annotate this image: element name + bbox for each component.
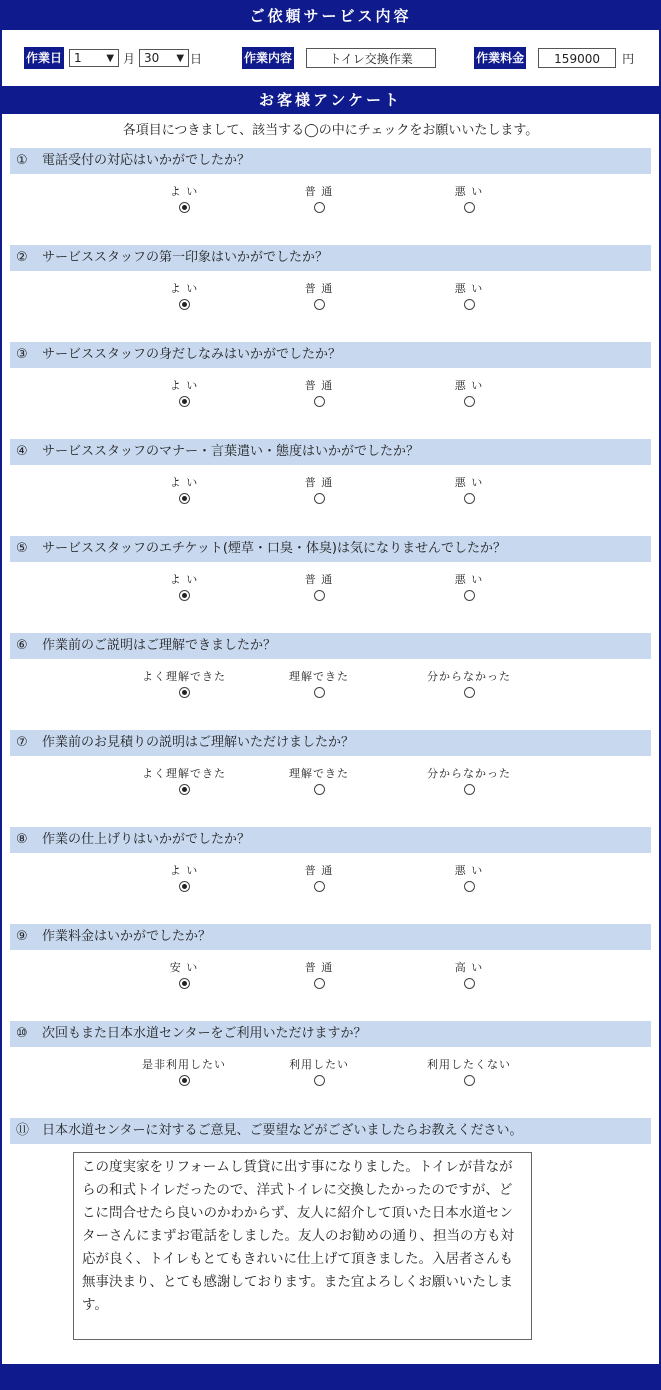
answer-option[interactable] (129, 572, 239, 601)
day-unit: 日 (190, 51, 203, 66)
radio-checked-icon[interactable] (179, 1075, 190, 1086)
answer-option[interactable] (129, 863, 239, 892)
work-fee-label: 作業料金 (474, 47, 526, 69)
option-label: 悪 い (454, 476, 484, 489)
question-text: 電話受付の対応はいかがでしたか？ (42, 153, 251, 168)
option-label: 普 通 (304, 282, 334, 295)
answer-option[interactable] (129, 475, 239, 504)
radio-unchecked-icon[interactable] (314, 978, 325, 989)
option-label: 普 通 (304, 573, 334, 586)
radio-checked-icon[interactable] (179, 784, 190, 795)
question-text: サービススタッフのエチケット(煙草・口臭・体臭)は気になりませんでしたか？ (42, 541, 506, 556)
radio-unchecked-icon[interactable] (464, 881, 475, 892)
question-number: ⑪ (16, 1123, 30, 1138)
option-label: 理解できた (289, 670, 349, 683)
option-label: 普 通 (304, 185, 334, 198)
radio-unchecked-icon[interactable] (464, 978, 475, 989)
option-label: 普 通 (304, 476, 334, 489)
option-label: 悪 い (454, 379, 484, 392)
answer-options (2, 659, 659, 730)
option-label: 是非利用したい (142, 1058, 226, 1071)
option-label: よ い (169, 476, 199, 489)
question-header (10, 148, 651, 174)
question-header (10, 827, 651, 853)
question-text: 作業前のご説明はご理解できましたか？ (42, 638, 277, 653)
radio-unchecked-icon[interactable] (464, 493, 475, 504)
work-date-label: 作業日 (24, 47, 64, 69)
answer-options (2, 1047, 659, 1118)
radio-unchecked-icon[interactable] (314, 1075, 325, 1086)
radio-checked-icon[interactable] (179, 396, 190, 407)
question-number: ⑨ (16, 929, 28, 944)
service-header: ご依頼サービス内容 (2, 2, 659, 30)
radio-unchecked-icon[interactable] (464, 396, 475, 407)
answer-option[interactable] (264, 572, 374, 601)
month-value: 1 (74, 51, 82, 65)
radio-unchecked-icon[interactable] (464, 1075, 475, 1086)
answer-options (2, 853, 659, 924)
option-label: よ い (169, 379, 199, 392)
answer-option[interactable] (264, 960, 374, 989)
question-text: サービススタッフの第一印象はいかがでしたか？ (42, 250, 329, 265)
dropdown-arrow-icon: ▼ (106, 52, 115, 64)
answer-option[interactable] (414, 1057, 524, 1086)
answer-option[interactable] (129, 378, 239, 407)
work-content-field[interactable]: トイレ交換作業 (306, 48, 436, 68)
question-number: ③ (16, 347, 28, 362)
answer-option[interactable] (264, 184, 374, 213)
option-label: 悪 い (454, 185, 484, 198)
question-text: 作業の仕上げりはいかがでしたか？ (42, 832, 251, 847)
answer-option[interactable] (264, 475, 374, 504)
option-label: よ い (169, 185, 199, 198)
footer-bar (2, 1364, 659, 1388)
radio-unchecked-icon[interactable] (464, 202, 475, 213)
answer-option[interactable] (129, 766, 239, 795)
question-header (10, 730, 651, 756)
answer-option[interactable] (414, 669, 524, 698)
radio-unchecked-icon[interactable] (314, 396, 325, 407)
question-text: サービススタッフの身だしなみはいかがでしたか？ (42, 347, 342, 362)
answer-option[interactable] (129, 960, 239, 989)
radio-unchecked-icon[interactable] (314, 590, 325, 601)
answer-option[interactable] (414, 572, 524, 601)
option-label: よ い (169, 282, 199, 295)
question-header (10, 439, 651, 465)
answer-options (2, 271, 659, 342)
answer-option[interactable] (414, 378, 524, 407)
question-number: ⑦ (16, 735, 28, 750)
answer-option[interactable] (414, 281, 524, 310)
radio-unchecked-icon[interactable] (464, 299, 475, 310)
option-label: よ い (169, 864, 199, 877)
answer-option[interactable] (129, 1057, 239, 1086)
radio-unchecked-icon[interactable] (464, 590, 475, 601)
dropdown-arrow-icon: ▼ (176, 52, 185, 64)
answer-option[interactable] (264, 281, 374, 310)
comment-textarea[interactable]: この度実家をリフォームし賃貸に出す事になりました。トイレが昔ながらの和式トイレだったので、洋式トイレに交換したかったのですが、どこに問合せたら良いのかわからず、友人に紹介して頂いた日本水道センターさんにまずお電話をしました。友人のお勧めの通り、担当の方も対応が良く、トイレもとてもきれいに仕上げて頂きました。入居者さんも無事決まり、とても感謝しております。また宜よろしくお願いいたします。 (73, 1152, 532, 1340)
question-text: 次回もまた日本水道センターをご利用いただけますか？ (42, 1026, 367, 1041)
fee-unit: 円 (622, 51, 635, 66)
option-label: 分からなかった (427, 767, 511, 780)
answer-option[interactable] (129, 184, 239, 213)
survey-header: お客様アンケート (2, 86, 659, 114)
answer-options (2, 756, 659, 827)
answer-option[interactable] (129, 281, 239, 310)
radio-unchecked-icon[interactable] (464, 687, 475, 698)
answer-option[interactable] (414, 475, 524, 504)
answer-options (2, 465, 659, 536)
answer-option[interactable] (264, 863, 374, 892)
answer-option[interactable] (414, 863, 524, 892)
option-label: よ い (169, 573, 199, 586)
answer-option[interactable] (414, 960, 524, 989)
radio-unchecked-icon[interactable] (314, 784, 325, 795)
option-label: 悪 い (454, 573, 484, 586)
option-label: 利用したくない (427, 1058, 511, 1071)
answer-option[interactable] (264, 378, 374, 407)
question-number: ① (16, 153, 28, 168)
question-number: ⑤ (16, 541, 28, 556)
question-text: 作業料金はいかがでしたか？ (42, 929, 212, 944)
day-value: 30 (144, 51, 160, 65)
option-label: 悪 い (454, 282, 484, 295)
radio-checked-icon[interactable] (179, 299, 190, 310)
radio-checked-icon[interactable] (179, 881, 190, 892)
radio-checked-icon[interactable] (179, 493, 190, 504)
option-label: 高 い (454, 961, 484, 974)
question-header (10, 245, 651, 271)
answer-option[interactable] (264, 766, 374, 795)
question-text: 作業前のお見積りの説明はご理解いただけましたか？ (42, 735, 355, 750)
day-select[interactable] (139, 49, 189, 67)
question-number: ④ (16, 444, 28, 459)
answer-options (2, 950, 659, 1021)
answer-option[interactable] (264, 1057, 374, 1086)
radio-unchecked-icon[interactable] (314, 299, 325, 310)
radio-checked-icon[interactable] (179, 978, 190, 989)
radio-unchecked-icon[interactable] (314, 881, 325, 892)
question-text: 日本水道センターに対するご意見、ご要望などがございましたらお教えください。 (42, 1123, 523, 1138)
answer-options (2, 368, 659, 439)
service-details-row (2, 30, 659, 86)
option-label: 普 通 (304, 379, 334, 392)
question-header (10, 342, 651, 368)
question-list (2, 148, 659, 1118)
answer-options (2, 562, 659, 633)
survey-intro: 各項目につきまして、該当する◯の中にチェックをお願いいたします。 (122, 123, 539, 138)
option-label: 普 通 (304, 961, 334, 974)
comment-section (2, 1144, 659, 1356)
option-label: 普 通 (304, 864, 334, 877)
option-label: よく理解できた (142, 670, 226, 683)
month-select[interactable] (69, 49, 119, 67)
radio-unchecked-icon[interactable] (464, 784, 475, 795)
option-label: 悪 い (454, 864, 484, 877)
work-fee-field[interactable]: 159000 (538, 48, 616, 68)
question-header (10, 536, 651, 562)
radio-checked-icon[interactable] (179, 202, 190, 213)
answer-option[interactable] (414, 766, 524, 795)
option-label: 利用したい (289, 1058, 349, 1071)
question-number: ⑧ (16, 832, 28, 847)
answer-options (2, 174, 659, 245)
answer-option[interactable] (129, 669, 239, 698)
question-number: ⑥ (16, 638, 28, 653)
question-number: ⑩ (16, 1026, 28, 1041)
option-label: よく理解できた (142, 767, 226, 780)
option-label: 分からなかった (427, 670, 511, 683)
radio-checked-icon[interactable] (179, 687, 190, 698)
question-header (10, 633, 651, 659)
question-header (10, 924, 651, 950)
question-text: サービススタッフのマナー・言葉遣い・態度はいかがでしたか？ (42, 444, 420, 459)
question-number: ② (16, 250, 28, 265)
option-label: 理解できた (289, 767, 349, 780)
option-label: 安 い (169, 961, 199, 974)
radio-unchecked-icon[interactable] (314, 493, 325, 504)
month-unit: 月 (123, 51, 136, 66)
question-header (10, 1021, 651, 1047)
answer-option[interactable] (264, 669, 374, 698)
radio-unchecked-icon[interactable] (314, 202, 325, 213)
question-header (10, 1118, 651, 1144)
answer-option[interactable] (414, 184, 524, 213)
work-content-label: 作業内容 (242, 47, 294, 69)
radio-checked-icon[interactable] (179, 590, 190, 601)
radio-unchecked-icon[interactable] (314, 687, 325, 698)
